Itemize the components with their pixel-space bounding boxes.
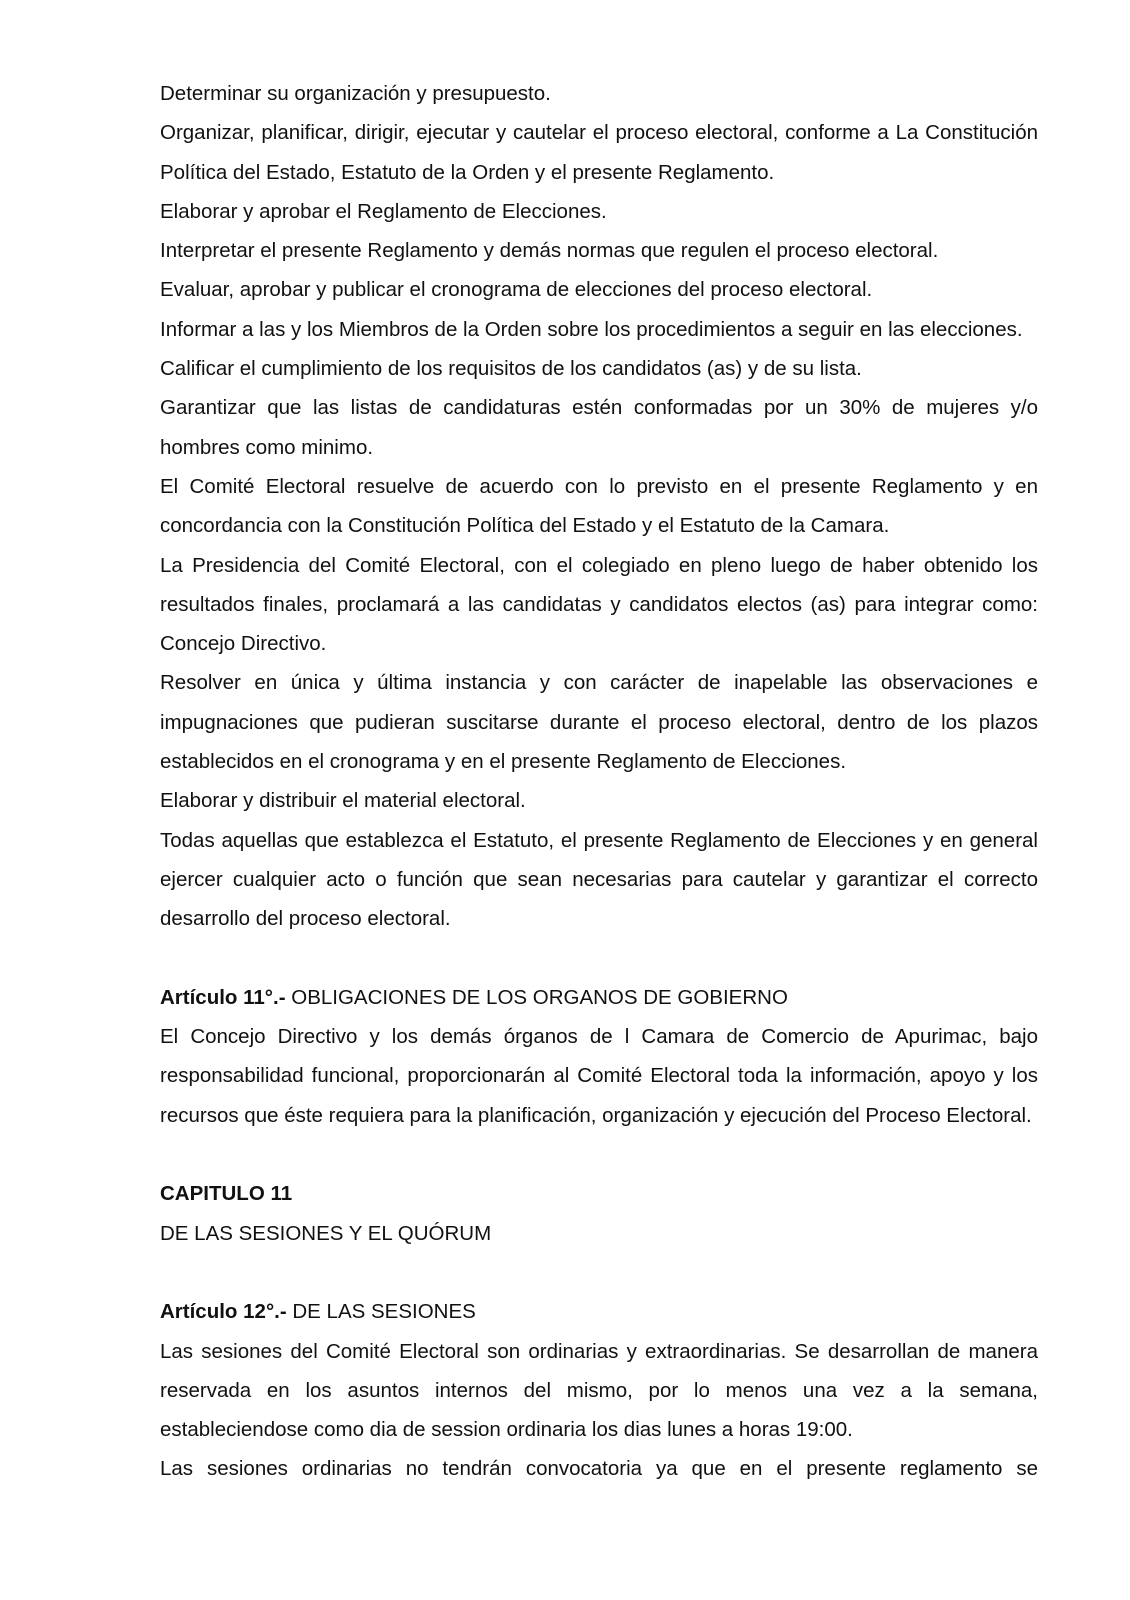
function-item: Calificar el cumplimiento de los requisitos de los candidatos (as) y de su lista. — [160, 357, 862, 381]
spacer — [160, 939, 1038, 978]
function-item: Informar a las y los Miembros de la Orden sobre los procedimientos a seguir en las elecciones. — [160, 317, 1023, 341]
article-11-heading — [160, 978, 1038, 1017]
function-item: Resolver en única y última instancia y con carácter de inapelable las observaciones e impugnaciones que pudieran suscitarse durante el proceso electoral, dentro de los plazos establecidos en el cronograma y en el presente Reglamento de Elecciones. — [160, 671, 1038, 774]
function-item: El Comité Electoral resuelve de acuerdo con lo previsto en el presente Reglamento y en concordancia con la Constitución Política del Estado y el Estatuto de la Camara. — [160, 474, 1038, 538]
chapter-11-label: CAPITULO 11 — [160, 1182, 293, 1206]
article-11-body: El Concejo Directivo y los demás órganos de l Camara de Comercio de Apurimac, bajo responsabilidad funcional, proporcionarán al Comité Electoral toda la información, apoyo y los recursos que éste requiera para la planificación, organización y ejecución del Proceso Electoral. — [160, 1025, 1038, 1127]
article-12-body: Las sesiones del Comité Electoral son ordinarias y extraordinarias. Se desarrollan de manera reservada en los asuntos internos del mismo, por lo menos una vez a la semana, estableciendose como dia de session ordinaria los dias lunes a horas 19:00. — [160, 1339, 1038, 1442]
spacer — [160, 1135, 1038, 1174]
document-page — [160, 74, 1038, 1489]
function-item: Elaborar y distribuir el material electoral. — [160, 789, 526, 813]
function-item: Todas aquellas que establezca el Estatuto, el presente Reglamento de Elecciones y en general ejercer cualquier acto o función que sean necesarias para cautelar y garantizar el correcto desarrollo del proceso electoral. — [160, 828, 1038, 931]
article-11-title: OBLIGACIONES DE LOS ORGANOS DE GOBIERNO — [285, 985, 788, 1009]
function-item: Elaborar y aprobar el Reglamento de Elecciones. — [160, 199, 607, 223]
article-12-body-continued: Las sesiones ordinarias no tendrán convocatoria ya que en el presente reglamento se — [160, 1457, 1038, 1481]
article-12-heading — [160, 1292, 1038, 1331]
function-item: Organizar, planificar, dirigir, ejecutar y cautelar el proceso electoral, conforme a La Constitución Política del Estado, Estatuto de la Orden y el presente Reglamento. — [160, 121, 1038, 184]
article-12-title: DE LAS SESIONES — [286, 1300, 476, 1324]
chapter-11-title: DE LAS SESIONES Y EL QUÓRUM — [160, 1221, 492, 1245]
article-12-label: Artículo 12°.- — [160, 1300, 287, 1324]
function-item: La Presidencia del Comité Electoral, con el colegiado en pleno luego de haber obtenido los resultados finales, proclamará a las candidatas y candidatos electos (as) para integrar como: Concejo Directivo. — [160, 553, 1038, 656]
function-item: Evaluar, aprobar y publicar el cronograma de elecciones del proceso electoral. — [160, 278, 873, 302]
function-item: Interpretar el presente Reglamento y demás normas que regulen el proceso electoral. — [160, 239, 939, 263]
article-11-label: Artículo 11°.- — [160, 985, 286, 1009]
spacer — [160, 1253, 1038, 1292]
function-item: Determinar su organización y presupuesto. — [160, 82, 551, 105]
function-item: Garantizar que las listas de candidaturas estén conformadas por un 30% de mujeres y/o hombres como minimo. — [160, 396, 1038, 459]
